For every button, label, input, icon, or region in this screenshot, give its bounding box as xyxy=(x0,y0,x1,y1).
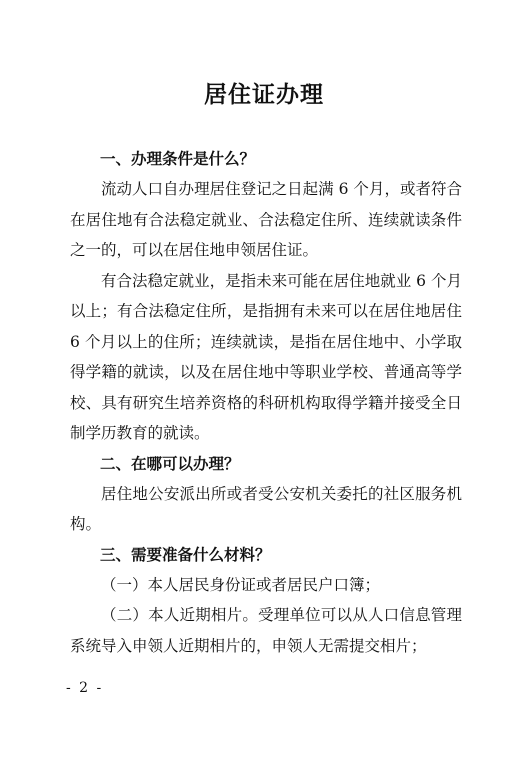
paragraph-conditions-1: 流动人口自办理居住登记之日起满 6 个月，或者符合在居住地有合法稳定就业、合法稳定住所、连续就读条件之一的，可以在居住地申领居住证。 xyxy=(70,180,462,259)
page-number: - 2 - xyxy=(66,680,104,696)
section-heading-materials: 三、需要准备什么材料？ xyxy=(100,545,271,564)
document-title: 居住证办理 xyxy=(204,81,324,108)
paragraph-conditions-2: 有合法稳定就业，是指未来可能在居住地就业 6 个月以上；有合法稳定住所，是指拥有未来可以在居住地居住 6 个月以上的住所；连续就读，是指在居住地中、小学取得学籍的就读，以及在居住地中等职业学校、普通高等学校、具有研究生培养资格的科研机构取得学籍并接受全日制学历教育的就读。 xyxy=(70,271,462,442)
document-body xyxy=(70,144,462,661)
section-heading-conditions: 一、办理条件是什么？ xyxy=(100,150,256,168)
paragraph-materials-2: （二）本人近期相片。受理单位可以从人口信息管理系统导入申领人近期相片的，申领人无需提交相片； xyxy=(70,606,462,655)
paragraph-materials-1: （一）本人居民身份证或者居民户口簿； xyxy=(101,575,381,594)
section-heading-location: 二、在哪可以办理？ xyxy=(100,454,240,473)
paragraph-location-1: 居住地公安派出所或者受公安机关委托的社区服务机构。 xyxy=(70,484,462,533)
